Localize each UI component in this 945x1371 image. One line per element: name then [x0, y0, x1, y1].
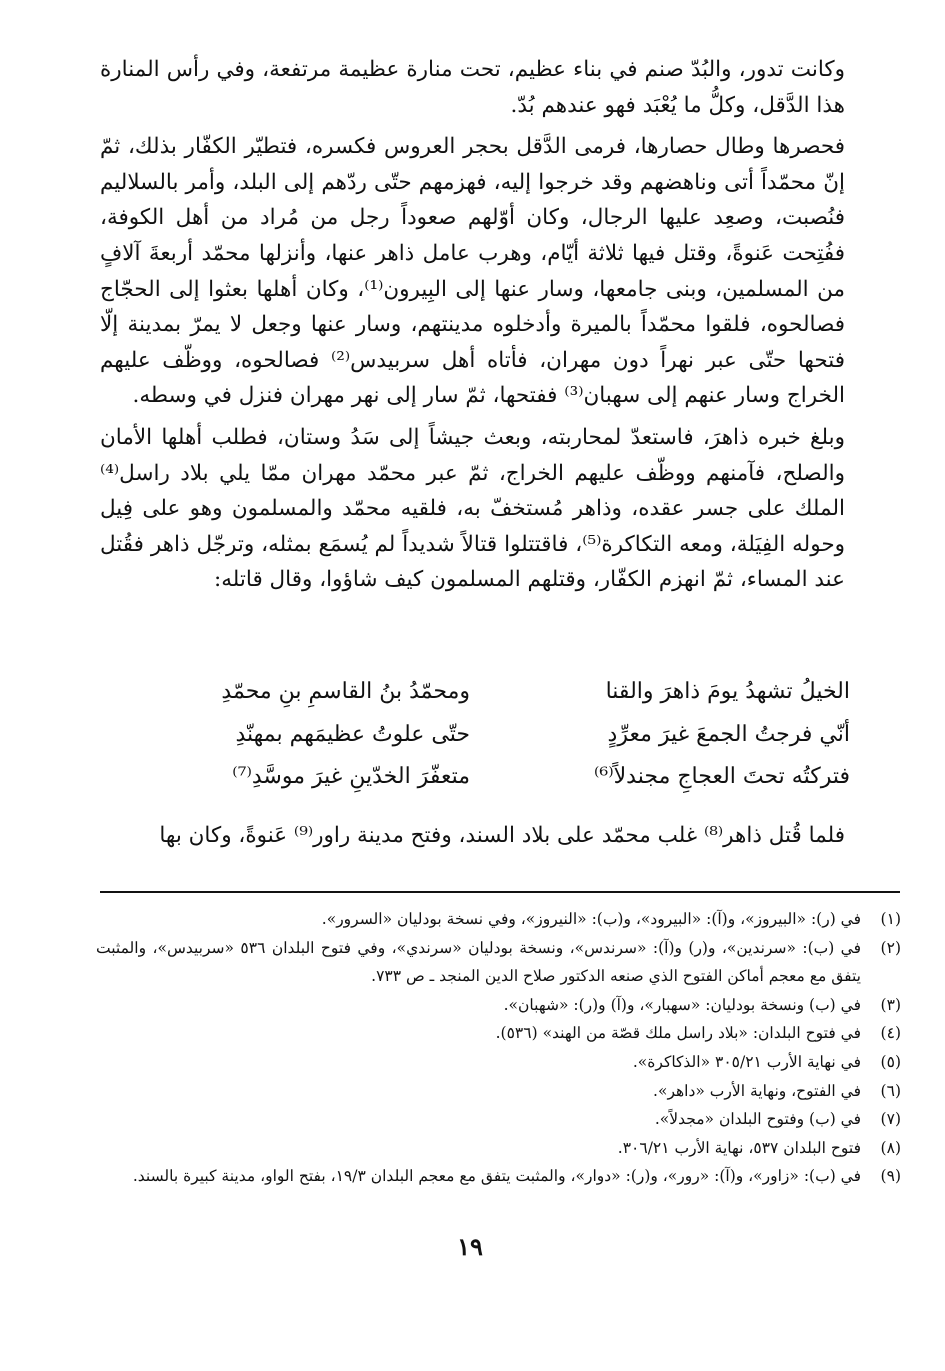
paragraph: فحصرها وطال حصارها، فرمى الدَّقل بحجر العروس فكسره، فتطيّر الكفّار بذلك، ثمّ إنّ محمّداً أتى وناهضهم وقد خرجوا إليه، فهزمهم حتّى ردّهم إلى البلد، وأمر بالسلاليم فنُصبت، وصعِد عليها الرجال، وكان أوّلهم صعوداً رجل من مُراد من أهل الكوفة، ففُتِحت عَنوةً، وقتل فيها ثلاثة أيّام، وهرب عامل ذاهر عنها، وأنزلها محمّد أربعةَ آلافٍ من المسلمين، وبنى جامعها، وسار عنها إلى البِيرون⁽¹⁾، وكان أهلها بعثوا إلى الحجّاج فصالحوه، فلقوا محمّداً بالميرة وأدخلوه مدينتهم، وسار عنها وجعل لا يمرّ بمدينة إلّا فتحها حتّى عبر نهراً دون مهران، فأتاه أهل سربيدس⁽²⁾ فصالحوه، ووظّف عليهم الخراج وسار عنهم إلى سهبان⁽³⁾ ففتحها، ثمّ سار إلى نهر مهران فنزل في وسطه. [100, 134, 845, 409]
footnote-number: (٩) [880, 1167, 901, 1186]
footnote-text: في (ب) ونسخة بودليان: «سهبار»، و(آ) و(ر): «شهبان». [503, 995, 861, 1014]
footnote-number: (٤) [880, 1024, 901, 1043]
footnote-number: (٧) [880, 1110, 901, 1129]
footnote-number: (٣) [880, 995, 901, 1014]
footnotes [96, 905, 901, 1191]
verse-second-hemistich: متعفّرَ الخدّينِ غيرَ موسَّدِ⁽⁷⁾ [232, 764, 470, 789]
footnote-text: في (ب): «زاور»، و(آ): «رور»، و(ر): «دوار»، والمثبت يتفق مع معجم البلدان ١٩/٣، بفتح الواو، مدينة كبيرة بالسند. [132, 1167, 861, 1186]
poem-verse [150, 756, 850, 799]
continuation-text: فلما قُتل ذاهر⁽⁸⁾ غلب محمّد على بلاد السند، وفتح مدينة راور⁽⁹⁾ عَنوةً، وكان بها [159, 823, 845, 848]
poem-verse [150, 714, 850, 757]
footnote [96, 1134, 901, 1163]
footnote-number: (٥) [880, 1052, 901, 1071]
verse-first-hemistich: أنّي فرجتُ الجمعَ غيرَ معرِّدٍ [607, 721, 850, 747]
footnote [96, 991, 901, 1020]
footnote-number: (٨) [880, 1138, 901, 1157]
footnote-text: فتوح البلدان ٥٣٧، نهاية الأرب ٣٠٦/٢١. [617, 1138, 861, 1157]
footnote [96, 1105, 901, 1134]
footnote [96, 1048, 901, 1077]
footnote-number: (١) [880, 910, 901, 928]
footnote-text: في الفتوح، ونهاية الأرب «داهر». [653, 1081, 861, 1100]
poem [150, 671, 850, 799]
poem-verse [150, 671, 850, 714]
footnote-number: (٦) [880, 1081, 901, 1100]
verse-second-hemistich: ومحمّدُ بنُ القاسمِ بنِ محمّدِ [221, 679, 470, 704]
paragraph: وكانت تدور، والبُدّ صنم في بناء عظيم، تحت منارة عظيمة مرتفعة، وفي رأس المنارة هذا الدَّقل، وكلُّ ما يُعْبَد فهو عندهم بُدّ. [100, 57, 845, 118]
page-number: ١٩ [457, 1232, 483, 1261]
paragraph: وبلغ خبره ذاهرَ، فاستعدّ لمحاربته، وبعث جيشاً إلى سَدُ وستان، فطلب أهلها الأمان والصلح، فآمنهم ووظّف عليهم الخراج، ثمّ عبر محمّد مهران ممّا يلي بلاد راسل⁽⁴⁾ الملك على جسر عقده، وذاهر مُستخفّ به، فلقيه محمّد والمسلمون وهو على فِيل وحوله الفِيَلة، ومعه التكاكرة⁽⁵⁾، فاقتتلوا قتالاً شديداً لم يُسمَع بمثله، وترجّل ذاهر فقُتل عند المساء، ثمّ انهزم الكفّار، وقتلهم المسلمون كيف شاؤوا، وقال قاتله: [100, 424, 846, 593]
footnote-text: في (ب) وفتوح البلدان «مجدلاً». [654, 1110, 861, 1129]
footnote-text: في نهاية الأرب ٣٠٥/٢١ «الذكاكرة». [632, 1052, 861, 1071]
main-text [100, 52, 845, 598]
footnote-number: (٢) [880, 938, 901, 957]
verse-first-hemistich: الخيلُ تشهدُ يومَ ذاهرَ والقنا [605, 679, 850, 704]
footnote [96, 1077, 901, 1106]
footnote-divider [100, 891, 900, 893]
footnote-text: في (ر): «البيروز»، و(آ): «البيرود»، و(ب): «النيروز»، وفي نسخة بودليان «السرور». [321, 910, 861, 928]
footnote-text: في (ب): «سرندين»، و(ر) و(آ): «سرندس»، ونسخة بودليان «سرندي»، وفي فتوح البلدان ٥٣٦ «سربيدس»، والمثبت يتفق مع معجم أماكن الفتوح الذي صنعه الدكتور صلاح الدين المنجد ـ ص ٧٣٣. [96, 938, 861, 986]
footnote-text: في فتوح البلدان: «بلاد راسل ملك قصّة من الهند» (٥٣٦). [495, 1024, 861, 1043]
verse-second-hemistich: حتّى علوتُ عظيمَهم بمهنّدِ [235, 721, 470, 747]
footnote [96, 1019, 901, 1048]
footnote [96, 1162, 901, 1191]
footnote [96, 905, 901, 934]
footnote [96, 934, 901, 991]
verse-first-hemistich: فتركتُه تحتَ العجاجِ مجندلاً⁽⁶⁾ [594, 764, 850, 789]
